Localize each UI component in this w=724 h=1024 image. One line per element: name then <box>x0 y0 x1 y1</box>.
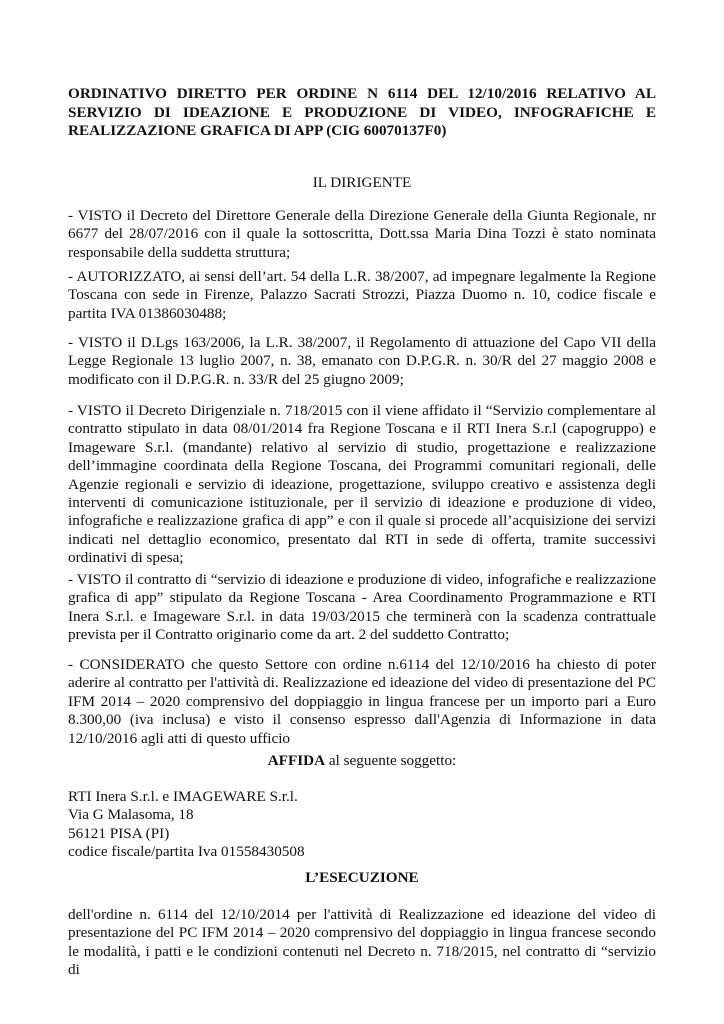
assignment-keyword: AFFIDA <box>267 752 326 769</box>
document-title: ORDINATIVO DIRETTO PER ORDINE N 6114 DEL 12/10/2016 RELATIVO AL SERVIZIO DI IDEAZIONE E PRODUZIONE DI VIDEO, INFOGRAFICHE E REALIZZAZIONE GRAFICA DI APP (CIG 60070137F0) <box>68 85 656 140</box>
recipient-address <box>68 788 656 862</box>
recipient-street: Via G Malasoma, 18 <box>68 806 194 824</box>
authority-heading: IL DIRIGENTE <box>312 174 412 191</box>
execution-paragraph: dell'ordine n. 6114 del 12/10/2014 per l'attività di Realizzazione ed ideazione del video di presentazione del PC IFM 2014 – 2020 comprensivo del doppiaggio in lingua francese secondo le modalità, i patti e le condizioni contenuti nel Decreto n. 718/2015, nel contratto di “servizio di <box>68 906 656 979</box>
paragraph-visto-decreto-dirigenziale: - VISTO il Decreto Dirigenziale n. 718/2015 con il viene affidato il “Servizio complementare al contratto stipulato in data 08/01/2014 fra Regione Toscana e il RTI Inera S.r.l (capogruppo) e Imageware S.r.l. (mandante) relativo al servizio di studio, progettazione e realizzazione dell’immagine coordinata della Regione Toscana, dei Programmi comunitari regionali, delle Agenzie regionali e servizio di ideazione, progettazione, sviluppo creativo e assistenza degli interventi di comunicazione istituzionale, per il servizio di ideazione e produzione di video, infografiche e realizzazione grafica di app” e con il quale si procede all’acquisizione dei servizi indicati nel dettaglio economico, presentato dal RTI in sede di offerta, tramite successivi ordinativi di spesa; <box>68 402 656 567</box>
recipient-tax-code: codice fiscale/partita Iva 01558430508 <box>68 843 305 861</box>
execution-heading: L’ESECUZIONE <box>305 869 419 886</box>
assignment-line <box>68 752 656 770</box>
recipient-name: RTI Inera S.r.l. e IMAGEWARE S.r.l. <box>68 788 298 805</box>
paragraph-visto-decreto-direttore: - VISTO il Decreto del Direttore Generale della Direzione Generale della Giunta Regionale, nr 6677 del 28/07/2016 con il quale la sottoscritta, Dott.ssa Maria Dina Tozzi è stato nominata responsabile della suddetta struttura; <box>68 207 656 261</box>
assignment-text: al seguente soggetto: <box>325 752 457 769</box>
paragraph-autorizzato: - AUTORIZZATO, ai sensi dell’art. 54 della L.R. 38/2007, ad impegnare legalmente la Regione Toscana con sede in Firenze, Palazzo Sacrati Strozzi, Piazza Duomo n. 10, codice fiscale e partita IVA 01386030488; <box>68 268 656 322</box>
paragraph-visto-dlgs: - VISTO il D.Lgs 163/2006, la L.R. 38/2007, il Regolamento di attuazione del Capo VII della Legge Regionale 13 luglio 2007, n. 38, emanato con D.P.G.R. n. 30/R del 27 maggio 2008 e modificato con il D.P.G.R. n. 33/R del 25 giugno 2009; <box>68 334 656 388</box>
recipient-city: 56121 PISA (PI) <box>68 824 170 842</box>
paragraph-considerato: - CONSIDERATO che questo Settore con ordine n.6114 del 12/10/2016 ha chiesto di poter aderire al contratto per l'attività di. Realizzazione ed ideazione del video di presentazione del PC IFM 2014 – 2020 comprensivo del doppiaggio in lingua francese per un importo pari a Euro 8.300,00 (iva inclusa) e visto il consenso espresso dall'Agenzia di Informazione in data 12/10/2016 agli atti di questo ufficio <box>68 656 656 747</box>
paragraph-visto-contratto: - VISTO il contratto di “servizio di ideazione e produzione di video, infografiche e realizzazione grafica di app” stipulato da Regione Toscana - Area Coordinamento Programmazione e RTI Inera S.r.l. e Imageware S.r.l. in data 19/03/2015 che terminerà con la scadenza contrattuale prevista per il Contratto originario come da art. 2 del suddetto Contratto; <box>68 571 656 644</box>
